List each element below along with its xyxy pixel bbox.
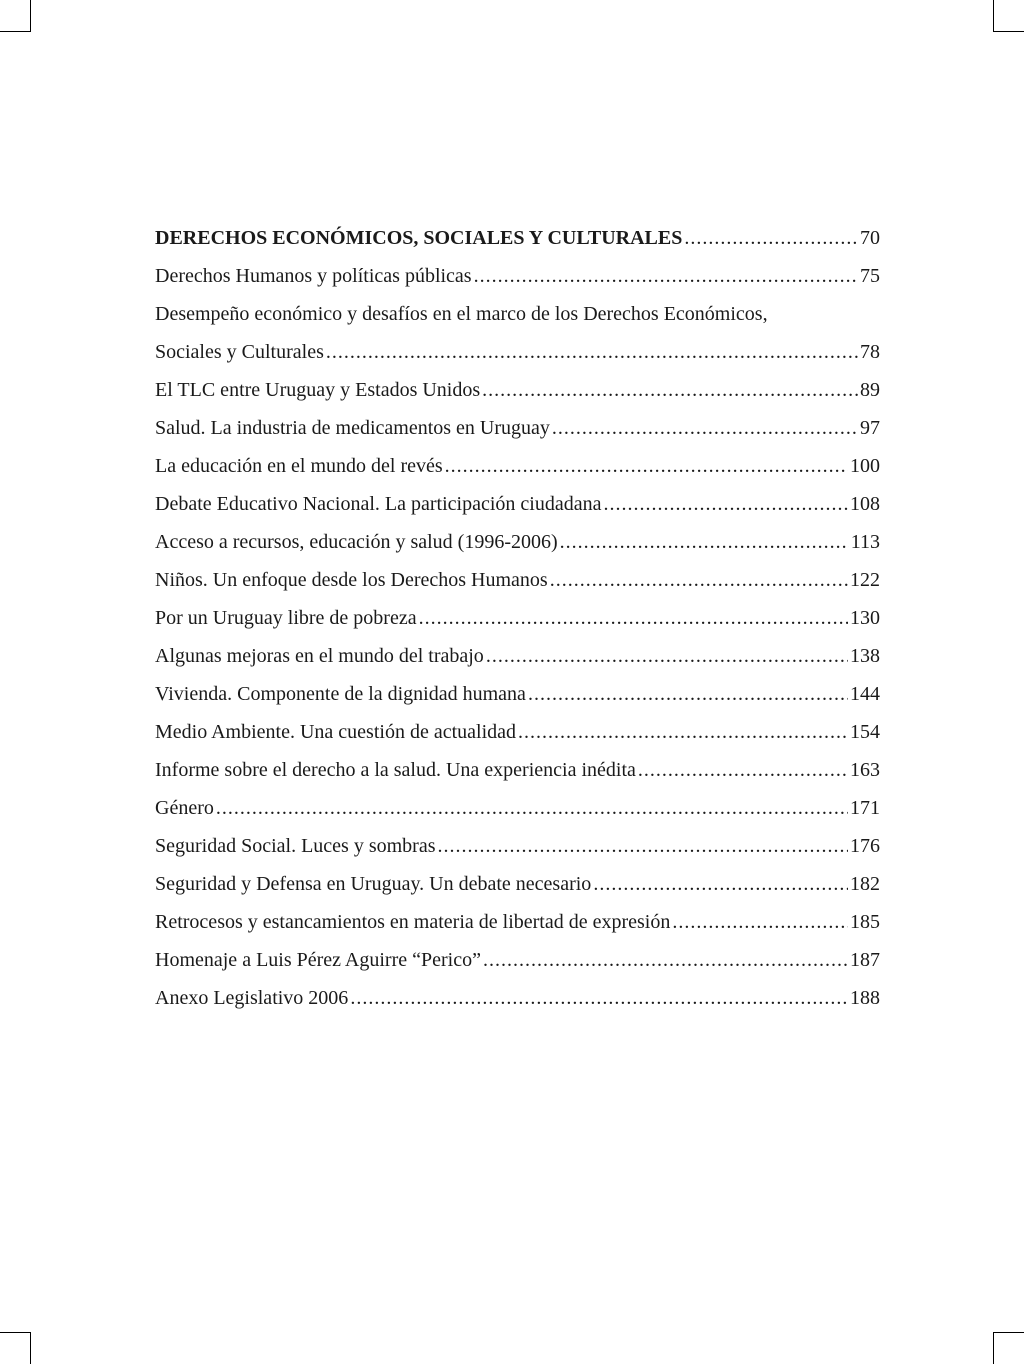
dot-leader bbox=[474, 260, 858, 292]
dot-leader bbox=[483, 944, 848, 976]
toc-entry-title: Niños. Un enfoque desde los Derechos Humanos bbox=[155, 569, 548, 591]
crop-mark-bottom-right bbox=[993, 1332, 994, 1364]
toc-entry-page: 113 bbox=[850, 531, 880, 553]
dot-leader bbox=[672, 906, 848, 938]
toc-entry-page: 188 bbox=[850, 987, 880, 1009]
toc-entry bbox=[155, 564, 880, 602]
dot-leader bbox=[638, 754, 848, 786]
toc-entry bbox=[155, 602, 880, 640]
toc-entry-title: DERECHOS ECONÓMICOS, SOCIALES Y CULTURALES bbox=[155, 227, 683, 249]
toc-entry bbox=[155, 298, 880, 336]
crop-mark-bottom-right bbox=[993, 1332, 1024, 1333]
dot-leader bbox=[486, 640, 848, 672]
toc-entry-title: Debate Educativo Nacional. La participación ciudadana bbox=[155, 493, 602, 515]
toc-entry-title: El TLC entre Uruguay y Estados Unidos bbox=[155, 379, 481, 401]
toc-entry-page: 185 bbox=[850, 911, 880, 933]
toc-entry bbox=[155, 412, 880, 450]
dot-leader bbox=[518, 716, 848, 748]
crop-mark-top-left bbox=[0, 31, 31, 32]
toc-entry-title: Derechos Humanos y políticas públicas bbox=[155, 265, 472, 287]
toc-entry bbox=[155, 526, 880, 564]
toc-entry-page: 187 bbox=[850, 949, 880, 971]
toc-entry bbox=[155, 716, 880, 754]
toc-entry bbox=[155, 640, 880, 678]
toc-entry bbox=[155, 450, 880, 488]
toc-entry-continuation bbox=[155, 336, 880, 374]
toc-entry-title: Por un Uruguay libre de pobreza bbox=[155, 607, 417, 629]
toc-entry-title: Desempeño económico y desafíos en el marco de los Derechos Económicos, bbox=[155, 303, 768, 325]
toc-entry bbox=[155, 260, 880, 298]
dot-leader bbox=[482, 374, 858, 406]
toc-entry-page: 89 bbox=[860, 379, 880, 401]
dot-leader bbox=[326, 336, 858, 368]
toc-entry bbox=[155, 830, 880, 868]
toc-entry-title: Acceso a recursos, educación y salud (1996-2006) bbox=[155, 531, 558, 553]
toc-entry-page: 97 bbox=[860, 417, 880, 439]
dot-leader bbox=[445, 450, 848, 482]
toc-entry bbox=[155, 906, 880, 944]
toc-entry bbox=[155, 374, 880, 412]
toc-entry bbox=[155, 982, 880, 1020]
toc-entry-title: La educación en el mundo del revés bbox=[155, 455, 443, 477]
toc-entry-title: Retrocesos y estancamientos en materia de libertad de expresión bbox=[155, 911, 671, 933]
crop-mark-top-left bbox=[30, 0, 31, 32]
dot-leader bbox=[216, 792, 848, 824]
toc-entry-page: 130 bbox=[850, 607, 880, 629]
crop-mark-bottom-left bbox=[0, 1332, 31, 1333]
crop-mark-top-right bbox=[993, 31, 1024, 32]
toc-entry bbox=[155, 678, 880, 716]
toc-entry-page: 75 bbox=[860, 265, 880, 287]
toc-entry bbox=[155, 944, 880, 982]
table-of-contents bbox=[155, 222, 880, 1020]
toc-entry-title: Salud. La industria de medicamentos en Uruguay bbox=[155, 417, 550, 439]
toc-entry-title: Medio Ambiente. Una cuestión de actualidad bbox=[155, 721, 517, 743]
toc-entry bbox=[155, 868, 880, 906]
toc-entry-title: Anexo Legislativo 2006 bbox=[155, 987, 349, 1009]
dot-leader bbox=[550, 564, 848, 596]
dot-leader bbox=[603, 488, 848, 520]
crop-mark-top-right bbox=[993, 0, 994, 32]
dot-leader bbox=[552, 412, 858, 444]
toc-entry-page: 70 bbox=[860, 227, 880, 249]
toc-entry-title: Homenaje a Luis Pérez Aguirre “Perico” bbox=[155, 949, 481, 971]
toc-entry-title: Sociales y Culturales bbox=[155, 341, 324, 363]
toc-entry-page: 78 bbox=[860, 341, 880, 363]
dot-leader bbox=[560, 526, 849, 558]
toc-entry-title: Algunas mejoras en el mundo del trabajo bbox=[155, 645, 484, 667]
toc-entry-page: 100 bbox=[850, 455, 880, 477]
toc-entry-title: Seguridad Social. Luces y sombras bbox=[155, 835, 436, 857]
toc-entry-page: 138 bbox=[850, 645, 880, 667]
toc-entry-page: 171 bbox=[850, 797, 880, 819]
dot-leader bbox=[684, 222, 858, 254]
toc-entry bbox=[155, 488, 880, 526]
toc-entry-page: 182 bbox=[850, 873, 880, 895]
dot-leader bbox=[350, 982, 848, 1014]
toc-entry-title: Género bbox=[155, 797, 214, 819]
toc-entry-page: 154 bbox=[850, 721, 880, 743]
dot-leader bbox=[419, 602, 848, 634]
crop-mark-bottom-left bbox=[30, 1332, 31, 1364]
toc-entry-page: 176 bbox=[850, 835, 880, 857]
toc-entry-page: 144 bbox=[850, 683, 880, 705]
toc-entry-page: 108 bbox=[850, 493, 880, 515]
toc-entry-page: 163 bbox=[850, 759, 880, 781]
dot-leader bbox=[528, 678, 848, 710]
toc-entry bbox=[155, 222, 880, 260]
dot-leader bbox=[593, 868, 848, 900]
toc-entry bbox=[155, 754, 880, 792]
dot-leader bbox=[438, 830, 849, 862]
toc-entry-page: 122 bbox=[850, 569, 880, 591]
toc-entry-title: Informe sobre el derecho a la salud. Una experiencia inédita bbox=[155, 759, 636, 781]
toc-entry bbox=[155, 792, 880, 830]
toc-entry-title: Vivienda. Componente de la dignidad humana bbox=[155, 683, 526, 705]
toc-entry-title: Seguridad y Defensa en Uruguay. Un debate necesario bbox=[155, 873, 592, 895]
